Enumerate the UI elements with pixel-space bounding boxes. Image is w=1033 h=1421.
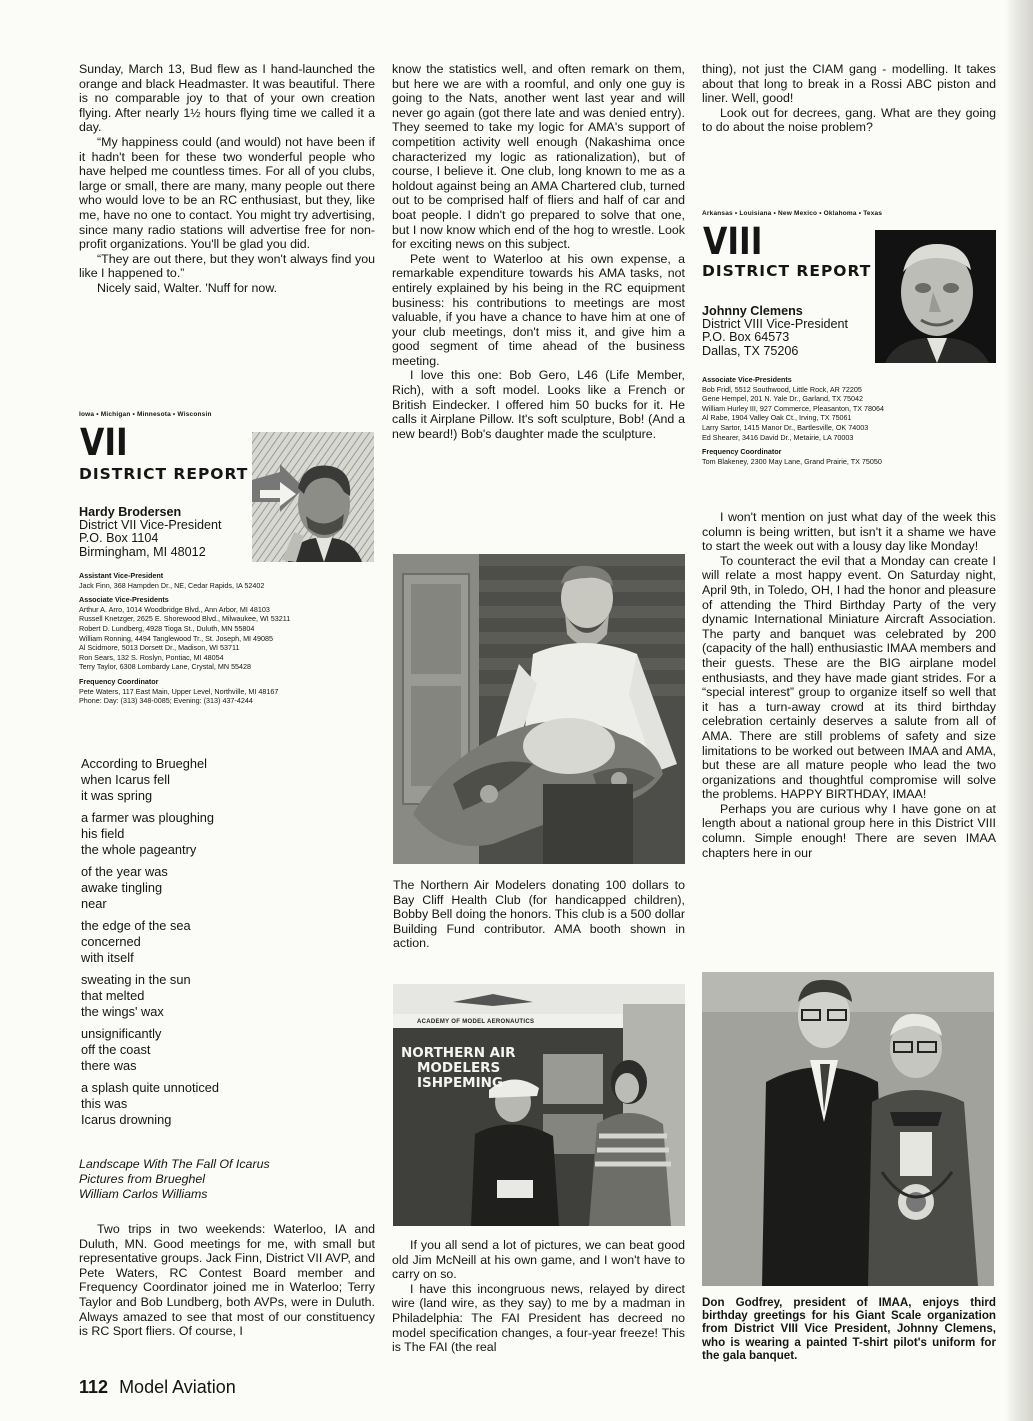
officer-entry: Pete Waters, 117 East Main, Upper Level, Northville, MI 48167 <box>79 686 279 696</box>
officer-heading: Associate Vice-Presidents <box>79 595 169 605</box>
poem-line: the wings' wax <box>81 1004 164 1019</box>
poem-line: when Icarus fell <box>81 772 170 787</box>
officer-entry: William Ronning, 4494 Tanglewood Tr., St. Joseph, MI 49085 <box>79 633 274 643</box>
officer-heading: Frequency Coordinator <box>79 676 159 686</box>
poem-stanza <box>81 972 331 1020</box>
paragraph: know the statistics well, and often remark on them, but here we are with a roomful, and only one guy is going to the Nats, another went last year and will never go again (got there late and was denied entry). They seemed to take my logic for AMA's support of competition activity well enough (Nakashima once characterized my logic as rationalization), but of course, I believe it. One club, long known to me as a holdout against being an AMA Chartered club, turned out to be comprised half of fliers and half of car and boat people. I didn't go prepared to solve that one, but I now know which end of the hog to wrestle. Look for exciting news on this subject. <box>392 62 685 252</box>
column-2-text <box>392 62 685 441</box>
poem-line: off the coast <box>81 1042 151 1057</box>
district-7-officers <box>79 571 375 706</box>
poem-line: the whole pageantry <box>81 842 197 857</box>
officer-entry: Phone: Day: (313) 348-0085; Evening: (313) 437-4244 <box>79 696 253 706</box>
poem-line: concerned <box>81 934 141 949</box>
vp-address-line: P.O. Box 1104 <box>79 531 159 546</box>
poem-line: with itself <box>81 950 134 965</box>
ama-booth-photo <box>393 984 685 1226</box>
officer-entry: Robert D. Lundberg, 4928 Tioga St., Duluth, MN 55804 <box>79 623 255 633</box>
poem-line: awake tingling <box>81 880 163 895</box>
officer-entry: Al Scidmore, 5013 Dorsett Dr., Madison, WI 53711 <box>79 643 240 653</box>
officer-entry: Al Rabe, 1904 Valley Oak Ct., Irving, TX 75061 <box>702 413 852 423</box>
district-7-contact <box>79 506 259 559</box>
paragraph: I have this incongruous news, relayed by direct wire (land wire, as they say) to me by a madman in Philadelphia: The FAI President has decreed no model specification changes, a four-year freeze! This is The FAI (the real <box>392 1281 685 1355</box>
paragraph: Perhaps you are curious why I have gone on at length about a national group here in this District VIII column. Simple enough! There are seven IMAA chapters here in our <box>702 801 996 860</box>
page-number: 112 <box>79 1377 109 1397</box>
booth-sign: ACADEMY OF MODEL AERONAUTICS <box>417 1019 535 1025</box>
paragraph: I love this one: Bob Gero, L46 (Life Member, Rich), with a soft model. Looks like a French or British Eindecker. I offered him 50 bucks for it. He calls it Airplane Pillow. It's soft sculpture, Bob! (And a new beard!) Bob's daughter made the sculpture. <box>392 368 685 441</box>
poem-line: this was <box>81 1096 128 1111</box>
poem-stanza <box>81 918 331 966</box>
district-7-numeral: VII <box>80 421 128 464</box>
johnny-clemens-photo <box>875 230 996 363</box>
column-3-main-text <box>702 510 996 860</box>
officer-entry: Jack Finn, 368 Hampden Dr., NE, Cedar Rapids, IA 52402 <box>79 580 265 590</box>
paragraph: Two trips in two weekends: Waterloo, IA and Duluth, MN. Good meetings for me, with small but representative groups. Jack Finn, District VII AVP, and Pete Waters, RC Contest Board member and Frequency Coordinator joined me in Waterloo; Terry Taylor and Bob Lundberg, both AVPs, were in Duluth. Always amazed to see that most of our constituency is RC Sport fliers. Of course, I <box>79 1222 375 1339</box>
poem-line: there was <box>81 1058 137 1073</box>
officer-entry: Ron Sears, 132 S. Roslyn, Pontiac, MI 48054 <box>79 652 224 662</box>
district-8-numeral: VIII <box>703 220 763 263</box>
paragraph: I won't mention on just what day of the week this column is being written, but isn't it a shame we have to start the week out with a lousy day like Monday! <box>702 510 996 554</box>
page-footer <box>79 1377 236 1398</box>
poem-line: unsignificantly <box>81 1026 162 1041</box>
page-gutter-shadow <box>1005 0 1033 1421</box>
paragraph: To counteract the evil that a Monday can create I will relate a most happy event. On Saturday night, April 9th, in Toledo, OH, I had the honor and pleasure of attending the Third Birthday Party of the very dynamic International Miniature Aircraft Association. The party and banquet was celebrated by 200 (capacity of the hall) enthusiastic IMAA members and their guests. These are the BIG airplane model enthusiasts, and they have made giant strides. For a “special interest” group to organize itself so well that it has a turn-away crowd at its third birthday celebration certainly deserves a salute from all of AMA. There are still problems of safety and size limitations to be worked out between IMAA and AMA, but these are all mature people who lead the two organizations and thoughtful compromise will solve the problems. HAPPY BIRTHDAY, IMAA! <box>702 553 996 802</box>
poem-line: sweating in the sun <box>81 972 191 987</box>
hardy-brodersen-photo <box>252 432 374 562</box>
officer-entry: William Hurley III, 927 Commerce, Pleasanton, TX 78064 <box>702 403 885 413</box>
paragraph: “They are out there, but they won't always find you like I happened to.” <box>79 251 375 281</box>
paragraph: thing), not just the CIAM gang - modelling. It takes about that long to break in a Rossi ABC piston and liner. Well, good! <box>702 62 996 106</box>
banner-line: MODELERS <box>417 1060 501 1076</box>
poem-line: it was spring <box>81 788 153 803</box>
poem-stanza <box>81 1026 331 1074</box>
district-8-officers <box>702 375 996 466</box>
vp-address-line: P.O. Box 64573 <box>702 330 790 345</box>
poem-line: his field <box>81 826 125 841</box>
paragraph: Sunday, March 13, Bud flew as I hand-launched the orange and black Headmaster. It was beautiful. There is no comparable joy to that of your own creation flying. After nearly 1½ hours flying time we called it a day. <box>79 62 375 135</box>
officer-heading: Associate Vice-Presidents <box>702 375 792 384</box>
officer-entry: Arthur A. Arro, 1014 Woodbridge Blvd., Ann Arbor, MI 48103 <box>79 604 270 614</box>
attribution-line: Landscape With The Fall Of Icarus <box>79 1157 270 1171</box>
column-3-top-text <box>702 62 996 135</box>
poem-stanza <box>81 1080 331 1128</box>
officer-heading: Frequency Coordinator <box>702 447 782 457</box>
officer-entry: Tom Blakeney, 2300 May Lane, Grand Prairie, TX 75050 <box>702 456 882 466</box>
paragraph: Nicely said, Walter. 'Nuff for now. <box>97 280 278 295</box>
magazine-title: Model Aviation <box>119 1377 236 1397</box>
column-1-text <box>79 62 375 296</box>
poem-stanza <box>81 756 331 804</box>
banner-line: NORTHERN AIR <box>401 1045 516 1061</box>
poem-line: According to Brueghel <box>81 756 207 771</box>
district-7-title: DISTRICT REPORT <box>79 465 249 483</box>
district-7-states: Iowa • Michigan • Minnesota • Wisconsin <box>79 411 212 418</box>
officer-entry: Bob Fridl, 5512 Southwood, Little Rock, AR 72205 <box>702 384 862 394</box>
officer-entry: Russell Knetzger, 2625 E. Shorewood Blvd., Milwaukee, WI 53211 <box>79 614 291 624</box>
banner-line: ISHPEMING <box>417 1075 503 1091</box>
poem-attribution <box>79 1157 270 1203</box>
district-8-title: DISTRICT REPORT <box>702 262 872 280</box>
column-2-bottom-text <box>392 1238 685 1355</box>
vp-role: District VII Vice-President <box>79 518 222 533</box>
vp-address-line: Birmingham, MI 48012 <box>79 544 206 559</box>
officer-heading: Assistant Vice-President <box>79 571 164 580</box>
officer-entry: Terry Taylor, 6308 Lombardy Lane, Crystal, MN 55428 <box>79 662 252 672</box>
icarus-poem <box>81 756 331 1134</box>
district-8-contact <box>702 305 877 358</box>
paragraph: Look out for decrees, gang. What are they going to do about the noise problem? <box>702 105 996 135</box>
paragraph: Pete went to Waterloo at his own expense, a remarkable expenditure towards his AMA tasks, not entirely explained by his being in the RC equipment business: his contributions to meetings are most valuable, if you have a chance to have him at one of your club meetings, don't miss it, and give him a good segment of time ahead of the business meeting. <box>392 251 685 368</box>
district-8-states: Arkansas • Louisiana • New Mexico • Oklahoma • Texas <box>702 210 883 217</box>
paragraph: If you all send a lot of pictures, we can beat good old Jim McNeill at his own game, and I won't have to carry on so. <box>392 1238 685 1282</box>
vp-name: Johnny Clemens <box>702 304 803 318</box>
booth-banner <box>401 1046 516 1091</box>
vp-name: Hardy Brodersen <box>79 505 182 519</box>
attribution-line: William Carlos Williams <box>79 1187 208 1202</box>
poem-line: a splash quite unnoticed <box>81 1080 220 1095</box>
paragraph: “My happiness could (and would) not have been if it hadn't been for these two wonderful people who have helped me countless times. For all of you clubs, large or small, there are many, many people out there who would love to be an RC enthusiast, but they, like me, have no one to contact. You might try advertising, since many radio stations will advertise free for non-profit organizations. You'll be glad you did. <box>79 134 375 252</box>
poem-line: near <box>81 896 107 911</box>
poem-line: that melted <box>81 988 145 1003</box>
vp-role: District VIII Vice-President <box>702 317 849 332</box>
photo-caption-imaa: Don Godfrey, president of IMAA, enjoys third birthday greetings for his Giant Scale organization from District VIII Vice President, Johnny Clemens, who is wearing a painted T-shirt pilot's uniform for the gala banquet. <box>702 1296 996 1362</box>
photo-caption-northern-air-modelers: The Northern Air Modelers donating 100 dollars to Bay Cliff Health Club (for handicapped children), Bobby Bell doing the honors. This club is a 500 dollar Building Fund contributor. AMA booth shown in action. <box>393 878 685 951</box>
bob-gero-photo <box>393 554 685 864</box>
poem-stanza <box>81 810 331 858</box>
poem-line: a farmer was ploughing <box>81 810 215 825</box>
poem-line: Icarus drowning <box>81 1112 172 1127</box>
attribution-line: Pictures from Brueghel <box>79 1172 206 1187</box>
vp-address-line: Dallas, TX 75206 <box>702 343 799 358</box>
poem-stanza <box>81 864 331 912</box>
godfrey-clemens-photo <box>702 972 994 1286</box>
officer-entry: Larry Sartor, 1415 Manor Dr., Bartlesville, OK 74003 <box>702 422 869 432</box>
poem-line: of the year was <box>81 864 168 879</box>
column-1-bottom-text <box>79 1222 375 1339</box>
officer-entry: Ed Shearer, 3416 David Dr., Metairie, LA 70003 <box>702 432 854 442</box>
poem-line: the edge of the sea <box>81 918 191 933</box>
officer-entry: Gene Hempel, 201 N. Yale Dr., Garland, TX 75042 <box>702 394 864 404</box>
